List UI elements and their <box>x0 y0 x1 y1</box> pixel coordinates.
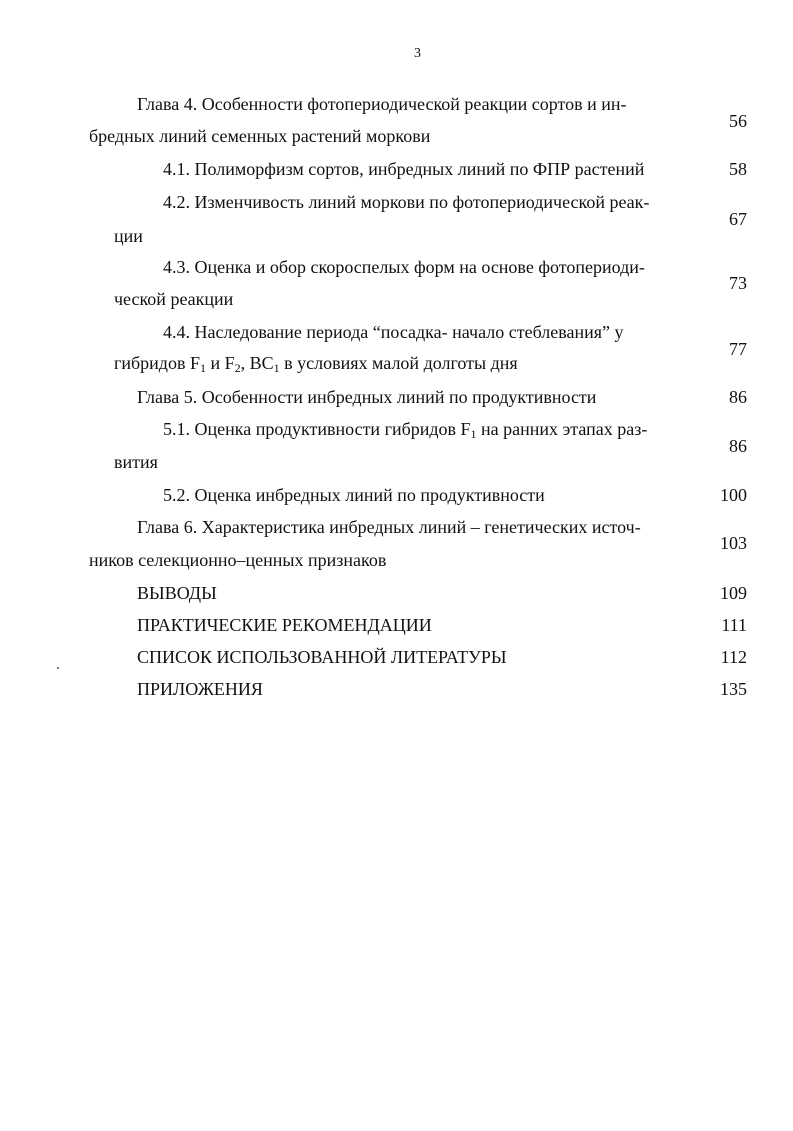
page-number: 3 <box>414 46 421 61</box>
toc-page-number: 67 <box>729 209 747 229</box>
toc-entry-line: ПРАКТИЧЕСКИЕ РЕКОМЕНДАЦИИ <box>137 615 432 635</box>
toc-entry-line: Глава 5. Особенности инбредных линий по продуктивности <box>137 387 597 407</box>
toc-entry-line: Глава 6. Характеристика инбредных линий – генетических источ- <box>137 517 641 537</box>
toc-entry-line: ников селекционно–ценных признаков <box>89 550 387 570</box>
toc-page-number: 73 <box>729 273 747 293</box>
toc-entry-line: гибридов $F_1$ и $F_2$, $BC_1$ в условиях малой долготы дня <box>114 353 518 375</box>
toc-entry-line: ческой реакции <box>114 289 234 309</box>
toc-entry-line: бредных линий семенных растений моркови <box>89 126 431 146</box>
toc-page-number: 77 <box>729 339 747 359</box>
toc-entry-line: 5.1. Оценка продуктивности гибридов $F_1$ на ранних этапах раз- <box>163 419 648 441</box>
toc-page-number: 135 <box>720 679 747 699</box>
toc-entry-line: ции <box>114 226 143 246</box>
scan-speck <box>57 667 59 669</box>
toc-entry-line: 4.3. Оценка и обор скороспелых форм на основе фотопериоди- <box>163 257 645 277</box>
toc-entry-line: 4.2. Изменчивость линий моркови по фотопериодической реак- <box>163 192 650 212</box>
toc-page-number: 56 <box>729 111 747 131</box>
toc-entry-line: ВЫВОДЫ <box>137 583 217 603</box>
toc-entry-line: 4.1. Полиморфизм сортов, инбредных линий по ФПР растений <box>163 159 645 179</box>
toc-page-number: 86 <box>729 436 747 456</box>
toc-entry-line: ПРИЛОЖЕНИЯ <box>137 679 263 699</box>
toc-entry-line: 5.2. Оценка инбредных линий по продуктивности <box>163 485 545 505</box>
toc-entry-line: 4.4. Наследование периода “посадка- начало стеблевания” у <box>163 322 624 342</box>
toc-page-number: 112 <box>720 647 747 667</box>
toc-page-number: 103 <box>720 533 747 553</box>
toc-page-number: 109 <box>720 583 747 603</box>
toc-page-number: 86 <box>729 387 747 407</box>
toc-entry-line: СПИСОК ИСПОЛЬЗОВАННОЙ ЛИТЕРАТУРЫ <box>137 647 507 667</box>
toc-page-number: 111 <box>721 615 747 635</box>
toc-entry-line: вития <box>114 452 158 472</box>
toc-page-number: 58 <box>729 159 747 179</box>
toc-entry-line: Глава 4. Особенности фотопериодической реакции сортов и ин- <box>137 94 627 114</box>
toc-page-number: 100 <box>720 485 747 505</box>
